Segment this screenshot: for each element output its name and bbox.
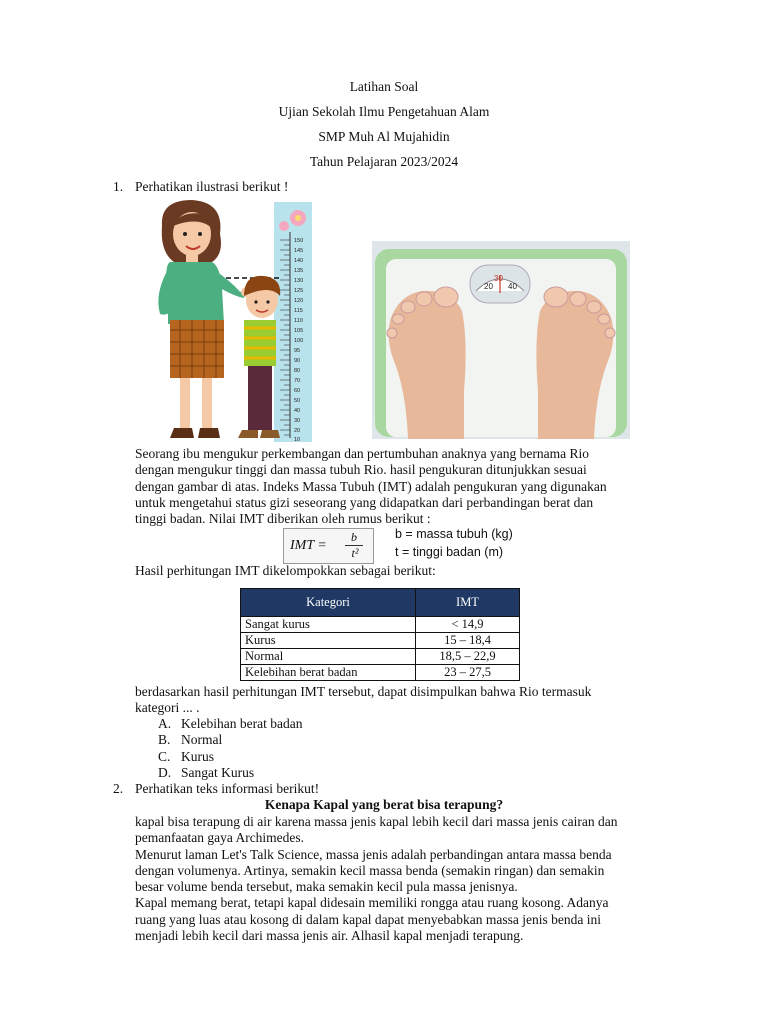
q1-number: 1.	[113, 179, 124, 194]
dial-label-right: 40	[508, 282, 517, 291]
table-cell: 18,5 – 22,9	[416, 649, 520, 665]
height-measurement-illustration	[140, 196, 315, 444]
ruler-tick: 50	[294, 398, 301, 404]
ruler-tick: 20	[294, 428, 301, 434]
table-header-kategori: Kategori	[241, 589, 416, 617]
height-ruler	[274, 202, 312, 442]
ruler-tick: 125	[294, 288, 304, 294]
ruler-tick: 40	[294, 408, 301, 414]
option-letter: B.	[158, 732, 171, 748]
ruler-tick: 95	[294, 348, 301, 354]
header-line-4: Tahun Pelajaran 2023/2024	[309, 154, 459, 169]
ruler-tick: 120	[294, 298, 304, 304]
q2-number: 2.	[113, 781, 124, 796]
q1-prompt: Perhatikan ilustrasi berikut !	[135, 179, 289, 194]
q2-prompt: Perhatikan teks informasi berikut!	[135, 781, 320, 796]
table-cell: Normal	[241, 649, 416, 665]
ruler-tick: 60	[294, 388, 301, 394]
option-a[interactable]	[158, 716, 302, 732]
q2-line: pemanfaatan gaya Archimedes.	[135, 830, 305, 846]
table-cell: < 14,9	[416, 617, 520, 633]
option-b[interactable]	[158, 732, 302, 748]
ruler-tick: 70	[294, 378, 301, 384]
table-row	[241, 633, 520, 649]
ruler-tick: 90	[294, 358, 301, 364]
table-row	[241, 665, 520, 681]
option-c[interactable]	[158, 749, 302, 765]
table-intro: Hasil perhitungan IMT dikelompokkan sebagai berikut:	[135, 563, 436, 578]
option-text: Kelebihan berat badan	[181, 716, 303, 731]
q2-title: Kenapa Kapal yang berat bisa terapung?	[264, 797, 504, 812]
option-text: Kurus	[181, 748, 214, 764]
dial-reading: 30	[494, 274, 503, 283]
child-figure	[238, 276, 280, 438]
mother-figure	[158, 200, 251, 438]
q1-paragraph	[135, 446, 695, 527]
q1-paragraph-line: dengan gambar di atas. Indeks Massa Tubuh (IMT) adalah pengukuran yang digunakan	[135, 478, 607, 494]
table-row	[241, 617, 520, 633]
option-letter: D.	[158, 764, 172, 780]
q2-line: kapal bisa terapung di air karena massa jenis kapal lebih kecil dari massa jenis cairan dan	[135, 814, 618, 829]
dial-label-left: 20	[484, 282, 493, 291]
bathroom-scale-photo	[372, 241, 630, 439]
formula-denominator: t²	[351, 546, 359, 560]
ruler-tick: 110	[294, 318, 303, 324]
formula-lhs: IMT =	[290, 538, 327, 553]
option-letter: A.	[158, 716, 172, 731]
q1-paragraph-line: dengan mengukur tinggi dan massa tubuh Rio. hasil pengukuran ditunjukkan sesuai	[135, 462, 587, 478]
q2-line: menjadi lebih kecil dari massa jenis air. Alhasil kapal menjadi terapung.	[135, 928, 524, 944]
q1-conclusion	[135, 684, 695, 717]
q1-paragraph-line: Seorang ibu mengukur perkembangan dan pertumbuhan anaknya yang bernama Rio	[135, 446, 589, 461]
scale-dial	[470, 265, 530, 303]
q1-options	[158, 716, 302, 781]
option-letter: C.	[158, 748, 171, 764]
option-text: Sangat Kurus	[181, 764, 255, 780]
table-header-imt: IMT	[416, 589, 520, 617]
ruler-tick: 115	[294, 308, 303, 314]
ruler-tick: 105	[294, 328, 304, 334]
ruler-tick: 100	[294, 338, 304, 344]
option-text: Normal	[181, 732, 223, 748]
table-cell: Sangat kurus	[241, 617, 416, 633]
table-cell: Kurus	[241, 633, 416, 649]
q1-paragraph-line: untuk mengetahui status gizi seseorang yang didapatkan dari perbandingan berat dan	[135, 494, 594, 510]
q1-conclusion-line: berdasarkan hasil perhitungan IMT tersebut, dapat disimpulkan bahwa Rio termasuk	[135, 684, 592, 699]
q2-line: ruang yang luas atau kosong di dalam kapal dapat menyebabkan massa jenis benda ini	[135, 911, 601, 927]
table-cell: 15 – 18,4	[416, 633, 520, 649]
table-cell: 23 – 27,5	[416, 665, 520, 681]
q2-line: besar volume benda tersebut, maka semakin kecil pula massa jenisnya.	[135, 879, 518, 895]
q1-paragraph-line: tinggi badan. Nilai IMT diberikan oleh rumus berikut :	[135, 511, 431, 527]
ruler-tick: 140	[294, 258, 304, 264]
ruler-tick: 135	[294, 268, 304, 274]
header-line-1: Latihan Soal	[349, 79, 419, 94]
ruler-tick: 30	[294, 418, 301, 424]
q2-line: Kapal memang berat, tetapi kapal didesain memiliki rongga atau ruang kosong. Adanya	[135, 895, 609, 911]
ruler-tick: 80	[294, 368, 301, 374]
ruler-tick: 10	[294, 437, 301, 443]
ruler-tick: 145	[294, 248, 304, 254]
ruler-tick: 150	[294, 238, 304, 244]
q1-conclusion-line: kategori ... .	[135, 700, 200, 716]
q2-text	[135, 814, 715, 944]
q2-line: dengan volumenya. Artinya, semakin kecil massa benda (semakin ringan) dan semakin	[135, 862, 605, 878]
imt-category-table	[240, 588, 520, 681]
legend-mass: b = massa tubuh (kg)	[395, 527, 513, 541]
imt-formula	[283, 528, 374, 564]
header-line-3: SMP Muh Al Mujahidin	[318, 129, 450, 144]
legend-height: t = tinggi badan (m)	[395, 545, 504, 559]
q2-line: Menurut laman Let's Talk Science, massa jenis adalah perbandingan antara massa benda	[135, 846, 612, 862]
formula-numerator: b	[351, 530, 357, 544]
option-d[interactable]	[158, 765, 302, 781]
header-line-2: Ujian Sekolah Ilmu Pengetahuan Alam	[278, 104, 490, 119]
table-cell: Kelebihan berat badan	[241, 665, 416, 681]
ruler-tick: 130	[294, 278, 304, 284]
table-row	[241, 649, 520, 665]
